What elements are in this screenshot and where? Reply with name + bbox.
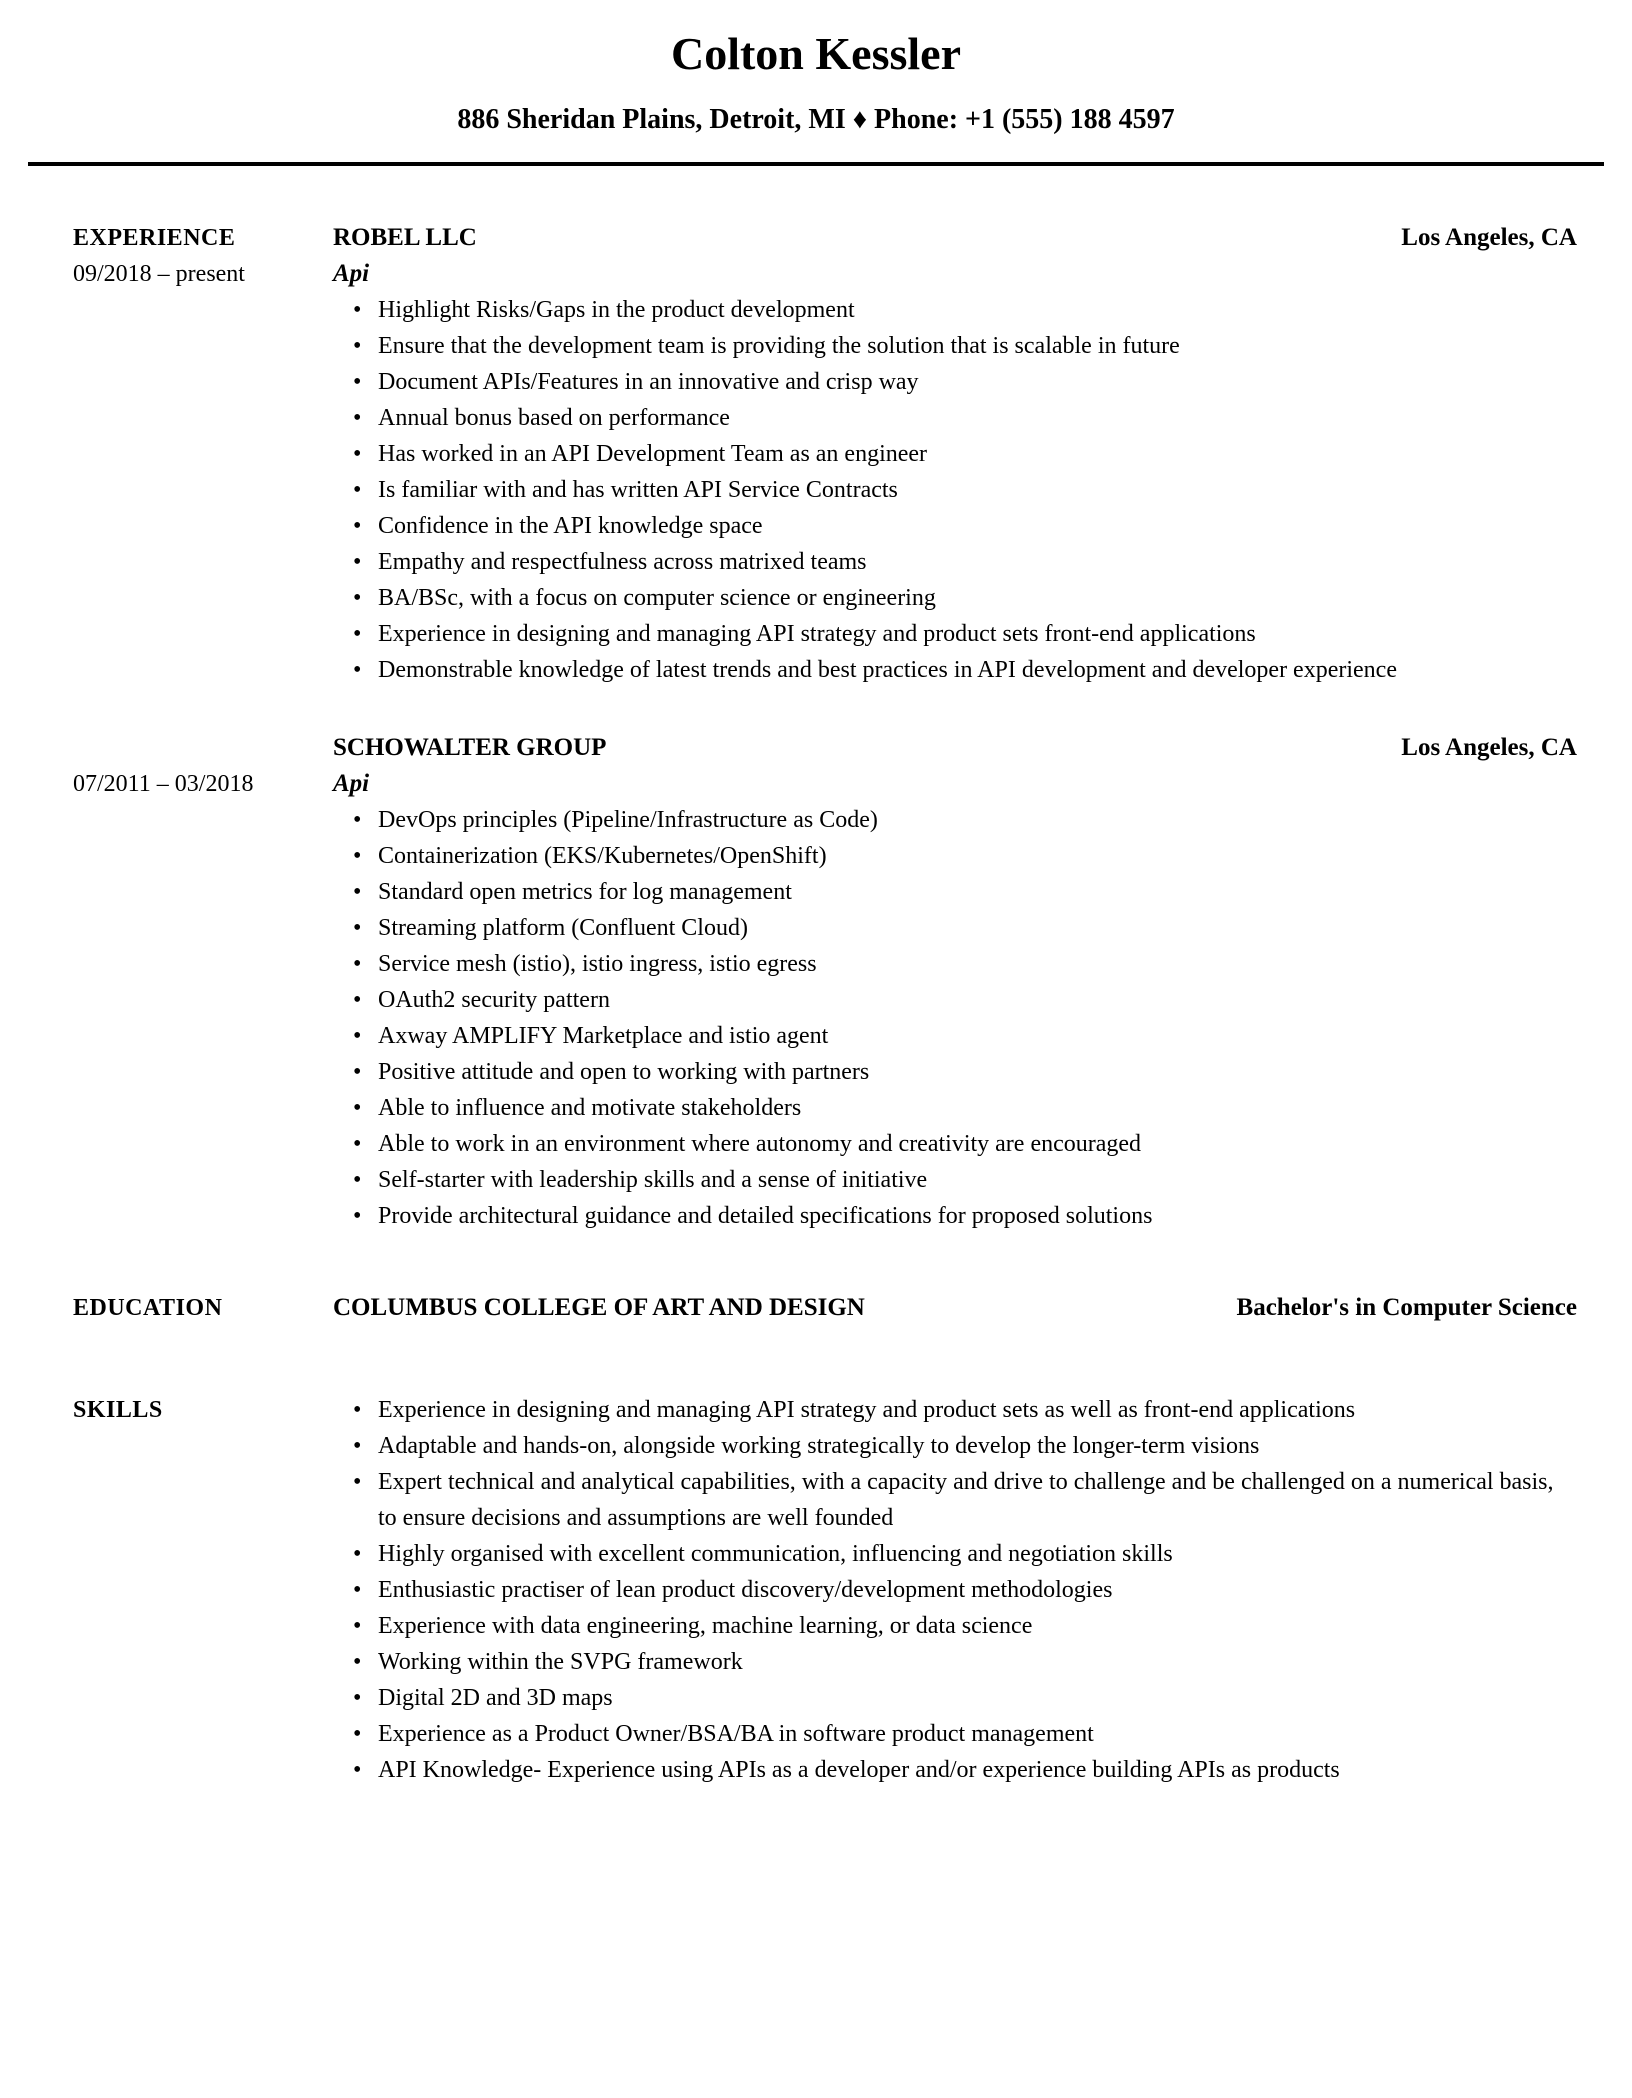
job-bullet: • Annual bonus based on performance	[333, 400, 1577, 436]
skill-bullet: • Highly organised with excellent communication, influencing and negotiation skills	[333, 1536, 1577, 1572]
job-bullet: • Empathy and respectfulness across matrixed teams	[333, 544, 1577, 580]
person-name: Colton Kessler	[670, 28, 961, 79]
job-bullet: • BA/BSc, with a focus on computer science or engineering	[333, 580, 1577, 616]
skill-bullet: • Enthusiastic practiser of lean product discovery/development methodologies	[333, 1572, 1577, 1608]
skill-bullet: • Experience with data engineering, machine learning, or data science	[333, 1608, 1577, 1644]
job-bullet: • Is familiar with and has written API Service Contracts	[333, 472, 1577, 508]
experience-section-label: EXPERIENCE	[73, 225, 236, 251]
company-location: Los Angeles, CA	[1401, 734, 1577, 761]
skills-section-label: SKILLS	[73, 1397, 163, 1423]
skill-bullet: • Experience in designing and managing API strategy and product sets as well as front-end applications	[333, 1392, 1577, 1428]
job-bullet: • Streaming platform (Confluent Cloud)	[333, 910, 1577, 946]
degree-name: Bachelor's in Computer Science	[1236, 1294, 1577, 1321]
skills-entry	[73, 1392, 1577, 1788]
skill-bullet: • Digital 2D and 3D maps	[333, 1680, 1577, 1716]
skill-bullet: • Adaptable and hands-on, alongside working strategically to develop the longer-term visions	[333, 1428, 1577, 1464]
job-bullet: • Ensure that the development team is providing the solution that is scalable in future	[333, 328, 1577, 364]
job-bullet: • Demonstrable knowledge of latest trends and best practices in API development and developer experience	[333, 652, 1493, 688]
contact-line: 886 Sheridan Plains, Detroit, MI ♦ Phone: +1 (555) 188 4597	[457, 104, 1175, 135]
job-bullet: • Provide architectural guidance and detailed specifications for proposed solutions	[333, 1198, 1577, 1234]
job-bullet: • Positive attitude and open to working with partners	[333, 1054, 1577, 1090]
job-bullet: • Axway AMPLIFY Marketplace and istio agent	[333, 1018, 1577, 1054]
skill-bullet: • API Knowledge- Experience using APIs as a developer and/or experience building APIs as products	[333, 1752, 1577, 1788]
spacer	[1401, 766, 1577, 802]
job-bullet: • Able to work in an environment where autonomy and creativity are encouraged	[333, 1126, 1577, 1162]
job-bullet: • Service mesh (istio), istio ingress, istio egress	[333, 946, 1577, 982]
job-bullet: • Document APIs/Features in an innovative and crisp way	[333, 364, 1577, 400]
resume-body	[0, 220, 1632, 1788]
header-divider	[28, 162, 1604, 166]
job-bullet: • Self-starter with leadership skills and a sense of initiative	[333, 1162, 1577, 1198]
spacer	[1401, 256, 1577, 292]
job-bullet: • Has worked in an API Development Team as an engineer	[333, 436, 1577, 472]
skills-bullet-list	[333, 1392, 1577, 1788]
job-bullet-list	[333, 802, 1577, 1234]
skill-bullet: • Expert technical and analytical capabilities, with a capacity and drive to challenge and be challenged on a numerical basis, to ensure decisions and assumptions are well founded	[333, 1464, 1577, 1536]
education-entry	[73, 1290, 1577, 1326]
company-name: SCHOWALTER GROUP	[333, 734, 607, 761]
spacer	[73, 730, 333, 766]
job-bullet: • Confidence in the API knowledge space	[333, 508, 1577, 544]
education-section-label: EDUCATION	[73, 1295, 223, 1321]
job-title: Api	[333, 770, 370, 797]
job-bullet: • Able to influence and motivate stakeholders	[333, 1090, 1577, 1126]
job-bullet: • Containerization (EKS/Kubernetes/OpenShift)	[333, 838, 1577, 874]
job-bullet: • OAuth2 security pattern	[333, 982, 1577, 1018]
job-title: Api	[333, 260, 370, 287]
experience-entry-schowalter	[73, 730, 1577, 1234]
skill-bullet: • Experience as a Product Owner/BSA/BA in software product management	[333, 1716, 1577, 1752]
job-bullet: • Highlight Risks/Gaps in the product development	[333, 292, 1577, 328]
job-bullet: • DevOps principles (Pipeline/Infrastructure as Code)	[333, 802, 1577, 838]
job-dates: 07/2011 – 03/2018	[73, 771, 254, 797]
school-name: COLUMBUS COLLEGE OF ART AND DESIGN	[333, 1294, 865, 1321]
job-bullet: • Standard open metrics for log management	[333, 874, 1577, 910]
job-dates: 09/2018 – present	[73, 261, 245, 287]
job-bullet-list	[333, 292, 1577, 688]
experience-entry-robel	[73, 220, 1577, 688]
company-location: Los Angeles, CA	[1401, 224, 1577, 251]
company-name: ROBEL LLC	[333, 224, 477, 251]
job-bullet: • Experience in designing and managing API strategy and product sets front-end applications	[333, 616, 1577, 652]
skill-bullet: • Working within the SVPG framework	[333, 1644, 1577, 1680]
